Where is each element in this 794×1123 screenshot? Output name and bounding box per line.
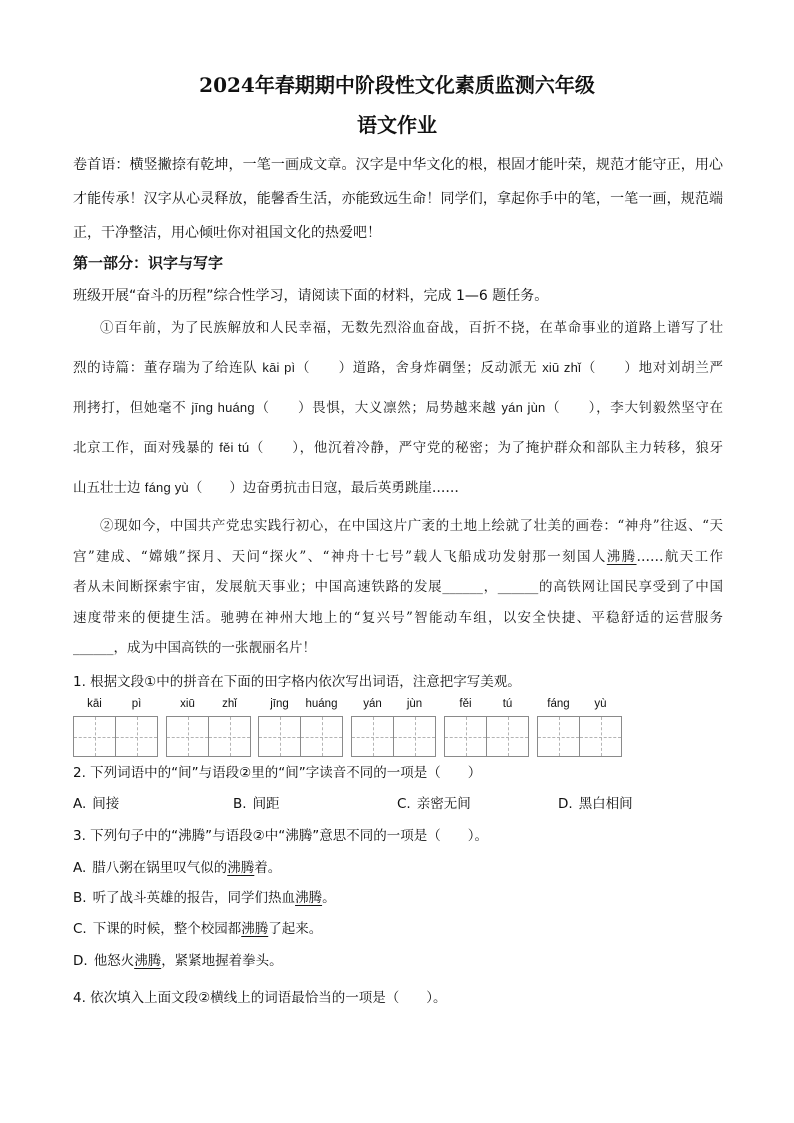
passage-text: （ ）道路，舍身炸碉堡；反动派无 <box>295 360 543 376</box>
option-b <box>73 888 723 908</box>
passage-text: 北京工作，面对残暴的 <box>73 440 220 456</box>
pinyin-label: yán <box>363 698 382 710</box>
option-d <box>558 794 633 814</box>
option-a <box>73 858 723 878</box>
option-label: C. <box>397 796 411 812</box>
passage-line <box>73 348 723 388</box>
exam-subtitle: 语文作业 <box>357 113 437 137</box>
option-c <box>397 794 471 814</box>
pinyin-label: jīng <box>270 698 289 710</box>
option-a <box>73 794 119 814</box>
tianzige-box <box>208 716 251 757</box>
option-text: 黑白相间 <box>578 796 633 812</box>
tianzige-box <box>73 716 116 757</box>
passage-2 <box>73 511 723 664</box>
option-text: 亲密无间 <box>416 796 471 812</box>
pinyin-label: huáng <box>305 698 338 710</box>
tianzige-box <box>300 716 343 757</box>
option-label: D. <box>558 796 573 812</box>
pinyin-label: jùn <box>406 698 423 710</box>
passage-text: ②现如今，中国共产党忠实践行初心，在中国这片广袤的土地上绘就了壮美的画卷：“神舟”往返、“天 <box>100 518 723 534</box>
option-text: 间距 <box>252 796 280 812</box>
passage-text: ①百年前，为了民族解放和人民幸福，无数先烈浴血奋战，百折不挠，在革命事业的道路上谱写了壮 <box>100 320 723 336</box>
pinyin-prompt: yán jùn <box>501 400 546 415</box>
pinyin-label: xiū <box>180 698 195 710</box>
tianzige-box <box>351 716 394 757</box>
passage-line <box>73 468 723 508</box>
option-c <box>73 919 723 939</box>
passage-text: 烈的诗篇：董存瑞为了给连队 <box>73 360 263 376</box>
option-d <box>73 951 723 971</box>
underlined-word: 沸腾 <box>295 890 323 906</box>
preface-line: 正，干净整洁，用心倾吐你对祖国文化的热爱吧！ <box>73 225 381 241</box>
tianzige-box <box>258 716 301 757</box>
preface-line: 卷首语：横竖撇捺有乾坤，一笔一画成文章。汉字是中华文化的根，根固才能叶荣，规范才能守正，用心 <box>73 157 723 173</box>
underlined-word: 沸腾 <box>241 921 269 937</box>
exam-title: 2024年春期期中阶段性文化素质监测六年级 <box>199 73 595 97</box>
underlined-word: 沸腾 <box>606 548 637 565</box>
passage-text: （ ），他沉着冷静，严守党的秘密；为了掩护群众和部队主力转移，狼牙 <box>249 440 723 456</box>
passage-line <box>73 511 723 542</box>
pinyin-prompt: kāi pì <box>262 360 296 375</box>
passage-text: 刑拷打，但她毫不 <box>73 400 192 416</box>
option-label: A. <box>73 860 87 876</box>
passage-text: 宫”建成、“嫦娥”探月、天问“探火”、“神舟十七号”载人飞船成功发射那一刻国人 <box>73 548 607 565</box>
passage-text: ______，成为中国高铁的一张靓丽名片！ <box>73 640 316 656</box>
option-label: B. <box>73 890 87 906</box>
tianzige-box <box>537 716 580 757</box>
option-text: 听了战斗英雄的报告，同学们热血 <box>92 890 296 906</box>
option-label: B. <box>233 796 247 812</box>
pinyin-prompt: fěi tú <box>219 440 250 455</box>
passage-text: 山五壮士边 <box>73 480 145 496</box>
pinyin-prompt: fáng yù <box>144 480 189 495</box>
pinyin-label: yù <box>594 698 607 710</box>
option-b <box>233 794 280 814</box>
underlined-word: 沸腾 <box>134 953 162 969</box>
option-text: 他怒火 <box>93 953 135 969</box>
pinyin-prompt: jīng huáng <box>191 400 255 415</box>
question-3-stem: 3. 下列句子中的“沸腾”与语段②中“沸腾”意思不同的一项是（ ）。 <box>73 828 488 844</box>
passage-line <box>73 428 723 468</box>
question-2-stem: 2. 下列词语中的“间”与语段②里的“间”字读音不同的一项是（ ） <box>73 765 482 781</box>
passage-line <box>73 572 723 603</box>
passage-line <box>73 542 723 573</box>
tianzige-box <box>579 716 622 757</box>
passage-line <box>73 388 723 428</box>
tianzige-grid <box>73 697 633 759</box>
tianzige-box <box>486 716 529 757</box>
passage-text: 者从未间断探索宇宙，发展航天事业；中国高速铁路的发展______，______的高铁网让国民享受到了中国 <box>73 579 723 595</box>
passage-line <box>73 308 723 348</box>
passage-text: （ ）地对刘胡兰严 <box>581 360 724 376</box>
section-heading: 第一部分：识字与写字 <box>73 254 224 272</box>
tianzige-word <box>258 697 343 759</box>
pinyin-label: fěi <box>459 698 472 710</box>
passage-line <box>73 633 723 664</box>
question-4-stem: 4. 依次填入上面文段②横线上的词语最恰当的一项是（ ）。 <box>73 990 447 1006</box>
tianzige-word <box>351 697 436 759</box>
pinyin-label: pì <box>131 698 142 710</box>
passage-1 <box>73 308 723 508</box>
option-text: 着。 <box>254 860 282 876</box>
tianzige-box <box>444 716 487 757</box>
tianzige-box <box>115 716 158 757</box>
tianzige-box <box>166 716 209 757</box>
section-intro: 班级开展“奋斗的历程”综合性学习，请阅读下面的材料，完成 1—6 题任务。 <box>73 288 549 304</box>
passage-line <box>73 603 723 634</box>
pinyin-label: tú <box>502 698 513 710</box>
option-text: 下课的时候，整个校园都 <box>92 921 242 937</box>
option-text: 腊八粥在锅里叹气似的 <box>92 860 228 876</box>
preface-line: 才能传承！汉字从心灵释放，能馨香生活，亦能致远生命！同学们，拿起你手中的笔，一笔一画，规范端 <box>73 191 723 207</box>
pinyin-label: zhǐ <box>222 698 237 710</box>
tianzige-word <box>166 697 251 759</box>
tianzige-word <box>73 697 158 759</box>
question-2-options <box>73 794 723 814</box>
pinyin-prompt: xiū zhǐ <box>542 360 582 375</box>
passage-text: ……航天工作 <box>636 548 724 565</box>
passage-text: 速度带来的便捷生活。驰骋在神州大地上的“复兴号”智能动车组，以安全快捷、平稳舒适的运营服务 <box>73 609 723 626</box>
option-label: D. <box>73 953 88 969</box>
option-text: 了起来。 <box>268 921 323 937</box>
pinyin-label: fáng <box>547 698 570 710</box>
preface <box>73 148 723 250</box>
option-label: A. <box>73 796 87 812</box>
underlined-word: 沸腾 <box>227 860 255 876</box>
question-1-stem: 1. 根据文段①中的拼音在下面的田字格内依次写出词语，注意把字写美观。 <box>73 674 521 690</box>
passage-text: （ ）边奋勇抗击日寇，最后英勇跳崖…… <box>188 480 459 496</box>
option-text: 间接 <box>92 796 120 812</box>
pinyin-label: kāi <box>87 698 102 710</box>
tianzige-word <box>537 697 622 759</box>
passage-text: （ ）畏惧，大义凛然；局势越来越 <box>254 400 502 416</box>
tianzige-word <box>444 697 529 759</box>
tianzige-box <box>393 716 436 757</box>
passage-text: （ ），李大钊毅然坚守在 <box>545 400 723 416</box>
option-text: 。 <box>322 890 336 906</box>
option-label: C. <box>73 921 87 937</box>
option-text: ，紧紧地握着拳头。 <box>161 953 283 969</box>
